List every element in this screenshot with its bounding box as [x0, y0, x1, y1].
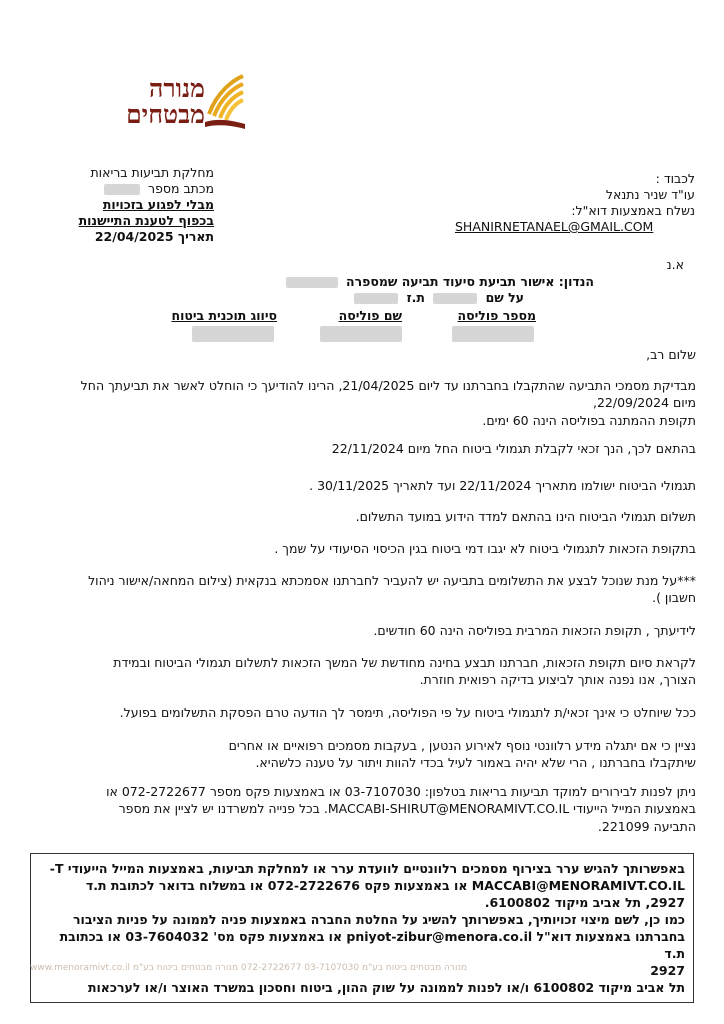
- letter-number: מכתב מספר: [14, 180, 214, 196]
- paragraph-notice: ככל שיוחלט כי אינך זכאי/ת לתגמולי ביטוח על פי הפוליסה, תימסר לך הודעה טרם הפסקת התשלומים בפועל.: [119, 705, 696, 720]
- logo-text: [126, 76, 205, 127]
- paragraph-contact: ניתן לפנות לבירורים למוקד תביעות בריאות בטלפון: 03-7107030 או באמצעות פקס מספר 072-2722677 או באמצעות המייל הייעודי MACCABI-SHIRUT@MENORAMIVT.CO.IL. בכל פנייה למשרדנו יש לציין את מספר התביעה 221099.: [106, 784, 696, 834]
- limitation-note: בכפוף לטענת התיישנות: [78, 213, 214, 228]
- redacted-policy-number: [452, 326, 534, 342]
- without-prejudice-note: מבלי לפגוע בזכויות: [102, 197, 214, 212]
- greeting: שלום רב,: [646, 347, 696, 362]
- appeal-line-4: כמו כן, לשם מיצוי זכויותיך, באפשרותך להשיג על החלטת החברה באמצעות פניה לממונה על פניות הציבור: [73, 912, 685, 927]
- policy-name-header: שם פוליסה: [338, 308, 402, 323]
- paragraph-bank-proof: ***על מנת שנוכל לבצע את התשלומים בתביעה יש להעביר לחברתנו אסמכתא בנקאית (צילום המחאה/אישור ניהול חשבון ).: [88, 573, 696, 606]
- paragraph-payment-period: תגמולי הביטוח ישולמו מתאריך 22/11/2024 ועד לתאריך 30/11/2025 .: [309, 478, 696, 493]
- appeal-line-3: 2927, תל אביב מיקוד 6100802.: [484, 895, 685, 910]
- logo-line-1: מנורה: [148, 74, 205, 103]
- appeal-line-2: MACCABI@MENORAMIVT.CO.IL או באמצעות פקס 072-2722676 או במשלוח בדואר לכתובת ת.ד: [85, 878, 685, 893]
- paragraph-approval: מבדיקת מסמכי התביעה שהתקבלו בחברתנו עד ליום 21/04/2025, הרינו להודיעך כי הוחלט לאשר את תביעתך החל מיום 22/09/2024, תקופת ההמתנה בפוליסה הינה 60 ימים.: [80, 378, 696, 428]
- appeal-rights-box: [30, 853, 694, 1003]
- footer-watermark: www.menoramivt.co.il מנורה מבטחים ביטוח בע"מ 03-7107030 072-2722677 מנורה מבטחים ביטוח בע"מ: [30, 963, 468, 973]
- company-logo: [92, 72, 247, 142]
- appeal-line-1: באפשרותך להגיש ערר בצירוף מסמכים רלוונטיים לוועדת ערר או למחלקת תביעות, באמצעות המייל הייעודי T-: [49, 861, 685, 876]
- logo-emblem-icon: [203, 72, 247, 132]
- recipient-block: [455, 170, 695, 234]
- recipient-email[interactable]: SHANIRNETANAEL@GMAIL.COM: [455, 219, 654, 234]
- paragraph-premium-waiver: בתקופת הזכאות לתגמולי ביטוח לא יגבו דמי ביטוח בגין הכיסוי הסיעודי על שמך .: [274, 541, 696, 556]
- paragraph-review: לקראת סיום תקופת הזכאות, חברתנו תבצע בחינה מחודשת של המשך הזכאות לתשלום תגמולי הביטוח ובמידת הצורך, אנו נפנה אותך לביצוע בדיקה רפואית חוזרת.: [113, 655, 696, 688]
- subject-line-1: הנדון: אישור תביעת סיעוד תביעה שמספרה: [94, 273, 594, 289]
- redacted-plan-type: [192, 326, 274, 342]
- appeal-line-7: תל אביב מיקוד 6100802 ו/או לפנות לממונה על שוק ההון, ביטוח וחסכון במשרד האוצר ו/או לערכאות: [87, 980, 685, 995]
- department-block: [14, 164, 214, 244]
- redacted-field: [433, 293, 477, 304]
- redacted-field: [286, 277, 338, 288]
- to-label: לכבוד :: [655, 171, 695, 186]
- paragraph-new-info: נציין כי אם יתגלה מידע רלוונטי נוסף לאירוע הנטען , בעקבות מסמכים רפואיים או אחרים שיתקבלו בחברתנו , הרי שלא יהיה באמור לעיל בכדי להוות ויתור על טענה כלשהיא.: [228, 738, 696, 771]
- letter-date: תאריך 22/04/2025: [94, 229, 214, 244]
- department-name: מחלקת תביעות בריאות: [90, 165, 214, 180]
- paragraph-entitlement: בהתאם לכך, הנך זכאי לקבלת תגמולי ביטוח החל מיום 22/11/2024: [331, 441, 696, 456]
- redacted-policy-name: [320, 326, 402, 342]
- paragraph-max-period: לידיעתך , תקופת הזכאות המרבית בפוליסה הינה 60 חודשים.: [373, 623, 696, 638]
- recipient-lawyer: עו"ד שניר נתנאל: [605, 187, 695, 202]
- redacted-field: [354, 293, 398, 304]
- appeal-line-6: 2927: [650, 963, 685, 978]
- logo-line-2: מבטחים: [126, 99, 205, 129]
- appeal-line-5: בחברתנו באמצעות דוא"ל pniyot-zibur@menora.co.il או באמצעות פקס מס' 03-7604032 או בכתובת ת.ד: [59, 929, 685, 961]
- salutation-label: א.נ: [666, 257, 684, 272]
- subject-block: [94, 273, 594, 305]
- redacted-field: [104, 184, 140, 195]
- policy-number-header: מספר פוליסה: [457, 308, 536, 323]
- subject-line-2: על שם ת.ז: [94, 289, 524, 305]
- sent-via-label: נשלח באמצעות דוא"ל:: [571, 203, 695, 218]
- plan-type-header: סיווג תוכנית ביטוח: [171, 308, 277, 323]
- paragraph-index: תשלום תגמולי הביטוח הינו בהתאם למדד הידוע במועד התשלום.: [355, 509, 696, 524]
